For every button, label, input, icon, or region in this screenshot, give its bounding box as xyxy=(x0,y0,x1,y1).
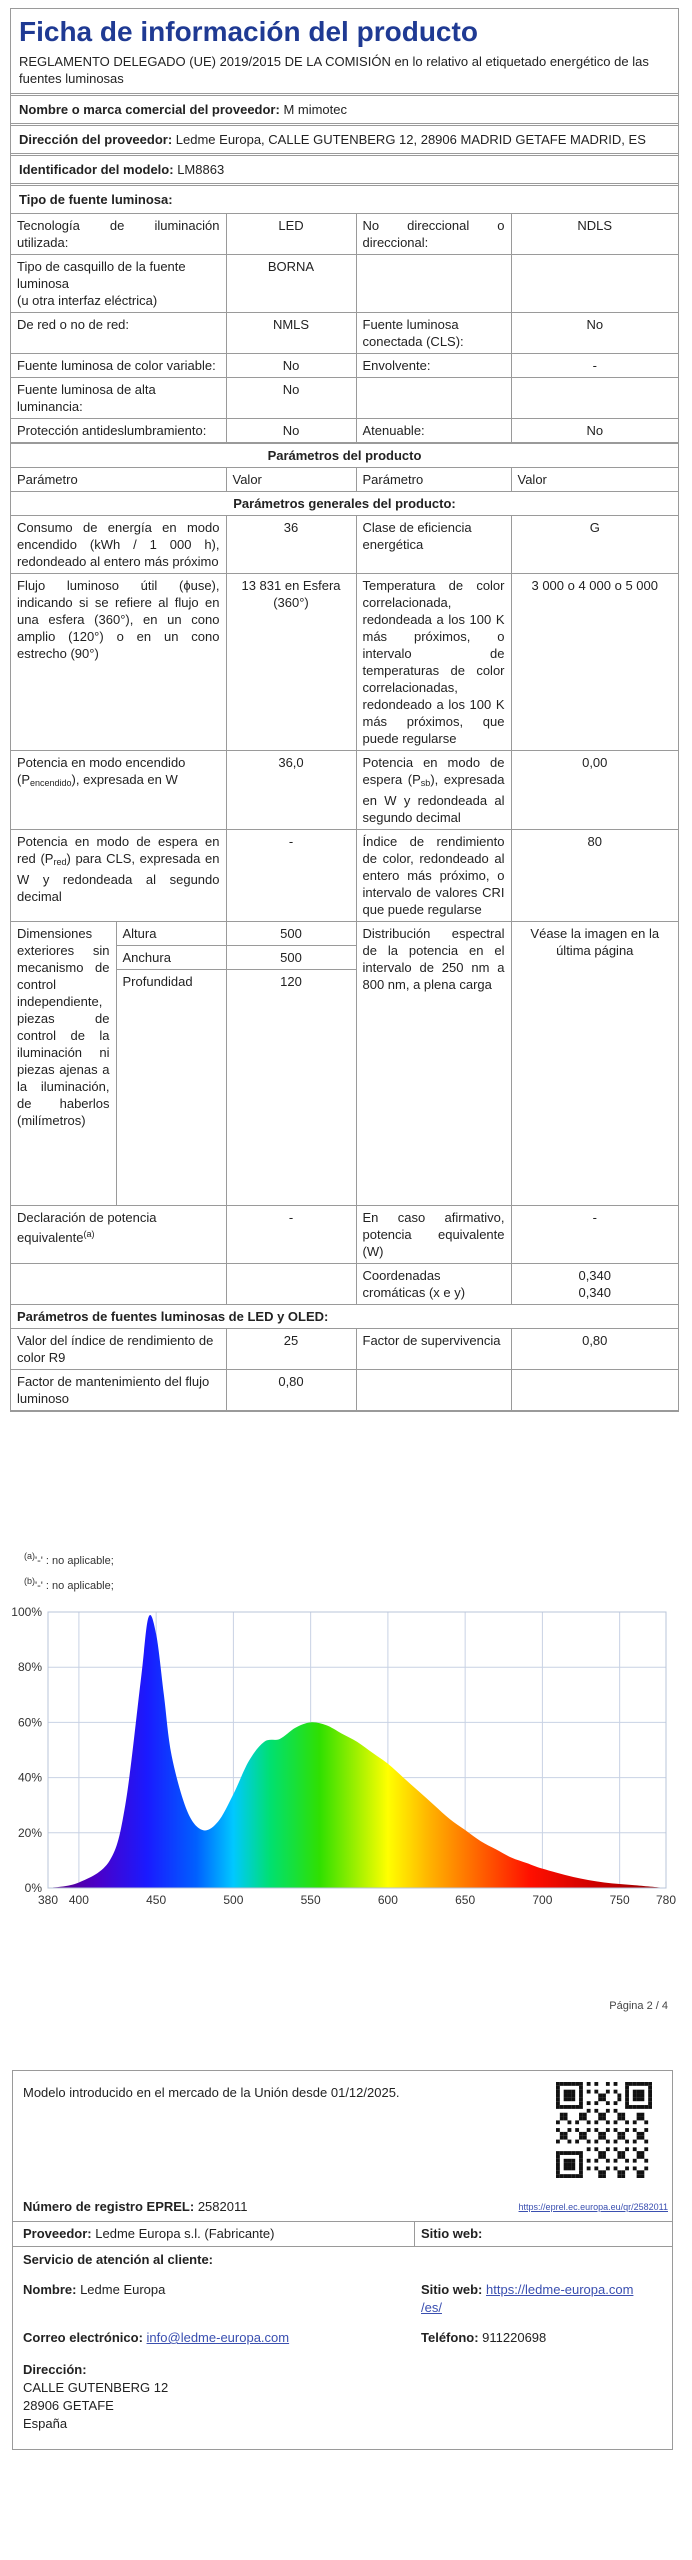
supplier-name-row xyxy=(11,96,678,124)
col-param-header-2: Parámetro xyxy=(356,468,511,492)
x-tick-label: 750 xyxy=(609,1893,630,1907)
website-link-path[interactable]: /es/ xyxy=(421,2300,442,2315)
network-standby-label: Potencia en modo de espera en red $(P_{red})$ para CLS, expresada en W y redondeada al segundo decimal xyxy=(11,830,226,922)
mains-label: De red o no de red: xyxy=(11,313,226,354)
chromaticity-label: Coordenadas cromáticas (x e y) xyxy=(356,1264,511,1305)
equivalent-power-label: Declaración de potencia equivalente$^{(a)}$ xyxy=(11,1206,226,1264)
height-label: Altura xyxy=(116,922,226,946)
type-table xyxy=(11,214,678,443)
luminous-flux-label: Flujo luminoso útil (ϕuse), indicando si se refiere al flujo en una esfera (360°), en un cono amplio (120°) o en un cono estrecho (90°) xyxy=(11,574,226,751)
r9-value: 25 xyxy=(226,1329,356,1370)
supplier-address-row xyxy=(11,126,678,154)
width-label: Anchura xyxy=(116,946,226,970)
x-tick-label: 380 xyxy=(37,1893,59,1907)
page-number: Página 2 / 4 xyxy=(609,2000,668,2012)
survival-factor-value: 0,80 xyxy=(511,1329,678,1370)
supplier-name-value: M mimotec xyxy=(283,102,347,117)
cap-label-cell xyxy=(11,255,226,313)
equivalent-watts-value: - xyxy=(511,1206,678,1264)
address-field: Dirección: CALLE GUTENBERG 12 28906 GETAFE España xyxy=(23,2362,169,2431)
supplier-address-value: Ledme Europa, CALLE GUTENBERG 12, 28906 MADRID GETAFE MADRID, ES xyxy=(175,132,646,147)
y-tick-label: 100% xyxy=(11,1605,42,1619)
luminous-flux-value: 13 831 en Esfera (360°) xyxy=(226,574,356,751)
footnotes xyxy=(24,1546,114,1596)
eprel-number: Número de registro EPREL: 2582011 xyxy=(23,2199,248,2214)
divider xyxy=(414,2221,415,2246)
x-tick-label: 450 xyxy=(146,1893,167,1907)
y-tick-label: 40% xyxy=(17,1770,42,1785)
cap-sublabel: (u otra interfaz eléctrica) xyxy=(17,293,158,308)
cap-label: Tipo de casquillo de la fuente luminosa xyxy=(17,259,186,291)
col-value-header: Valor xyxy=(226,468,356,492)
tech-value: LED xyxy=(226,214,356,255)
x-tick-label: 650 xyxy=(455,1893,476,1907)
maintenance-factor-value: 0,80 xyxy=(226,1370,356,1411)
x-tick-label: 400 xyxy=(68,1893,89,1907)
cls-label: Fuente luminosa conectada (CLS): xyxy=(356,313,511,354)
model-label: Identificador del modelo: xyxy=(19,162,174,177)
footnote-a: $^{(a)}$'-' : no aplicable; xyxy=(24,1551,114,1567)
spectral-distribution-label: Distribución espectral de la potencia en el intervalo de 250 nm a 800 nm, a plena carga xyxy=(356,922,511,1206)
anti-glare-label: Protección antideslumbramiento: xyxy=(11,419,226,443)
height-value: 500 xyxy=(226,922,356,946)
spectral-distribution-chart xyxy=(10,1600,682,1930)
color-variable-label: Fuente luminosa de color variable: xyxy=(11,354,226,378)
color-temp-label: Temperatura de color correlacionada, redondeada a los 100 K más próximos, o intervalo de temperaturas de color correlacionadas, redondeado a los 100 K más próximos, que puede regularse xyxy=(356,574,511,751)
nondir-label: No direccional o direccional: xyxy=(356,214,511,255)
consumption-value: 36 xyxy=(226,516,356,574)
cri-label: Índice de rendimiento de color, redondeado al entero más próximo, o intervalo de valores CRI que puede regularse xyxy=(356,830,511,922)
tech-label: Tecnología de iluminación utilizada: xyxy=(11,214,226,255)
contact-website-field: Sitio web: https://ledme-europa.com /es/ xyxy=(421,2282,634,2315)
chromaticity-value: 0,340 0,340 xyxy=(511,1264,678,1305)
qr-code-icon[interactable] xyxy=(556,2082,652,2178)
y-tick-label: 60% xyxy=(17,1715,42,1730)
y-tick-label: 0% xyxy=(24,1881,42,1895)
eprel-link[interactable]: https://eprel.ec.europa.eu/qr/2582011 xyxy=(518,2202,668,2212)
standby-power-value: 0,00 xyxy=(511,751,678,830)
col-value-header-2: Valor xyxy=(511,468,678,492)
supplier-field: Proveedor: Ledme Europa s.l. (Fabricante) xyxy=(23,2226,275,2241)
website-field: Sitio web: xyxy=(421,2226,483,2241)
y-tick-label: 80% xyxy=(17,1660,42,1675)
supplier-name-label: Nombre o marca comercial del proveedor: xyxy=(19,102,280,117)
width-value: 500 xyxy=(226,946,356,970)
parameters-table xyxy=(11,443,678,1411)
high-luminance-label: Fuente luminosa de alta luminancia: xyxy=(11,378,226,419)
email-link[interactable]: info@ledme-europa.com xyxy=(146,2330,290,2345)
color-variable-value: No xyxy=(226,354,356,378)
cls-value: No xyxy=(511,313,678,354)
maintenance-factor-label: Factor de mantenimiento del flujo luminoso xyxy=(11,1370,226,1411)
anti-glare-value: No xyxy=(226,419,356,443)
eprel-card xyxy=(12,2070,673,2450)
nondir-value: NDLS xyxy=(511,214,678,255)
survival-factor-label: Factor de supervivencia xyxy=(356,1329,511,1370)
cap-value: BORNA xyxy=(226,255,356,313)
customer-service-title: Servicio de atención al cliente: xyxy=(23,2252,214,2267)
general-params-title: Parámetros generales del producto: xyxy=(11,492,678,516)
col-param-header: Parámetro xyxy=(11,468,226,492)
supplier-address-label: Dirección del proveedor: xyxy=(19,132,173,147)
equivalent-watts-label: En caso afirmativo, potencia equivalente (W) xyxy=(356,1206,511,1264)
consumption-label: Consumo de energía en modo encendido (kWh / 1 000 h), redondeado al entero más próximo xyxy=(11,516,226,574)
footnote-b: $^{(b)}$'-' : no aplicable; xyxy=(24,1576,114,1592)
led-params-title: Parámetros de fuentes luminosas de LED y OLED: xyxy=(11,1305,678,1329)
x-tick-label: 550 xyxy=(300,1893,321,1907)
dimmable-value: No xyxy=(511,419,678,443)
parameters-section-title: Parámetros del producto xyxy=(11,444,678,468)
contact-name-field: Nombre: Ledme Europa xyxy=(23,2282,166,2297)
divider xyxy=(13,2246,672,2247)
email-field: Correo electrónico: info@ledme-europa.com xyxy=(23,2330,290,2345)
envelope-label: Envolvente: xyxy=(356,354,511,378)
dimmable-label: Atenuable: xyxy=(356,419,511,443)
energy-class-value: G xyxy=(511,516,678,574)
x-tick-label: 700 xyxy=(532,1893,553,1907)
network-standby-value: - xyxy=(226,830,356,922)
color-temp-value: 3 000 o 4 000 o 5 000 xyxy=(511,574,678,751)
divider xyxy=(13,2221,672,2222)
website-link[interactable]: https://ledme-europa.com xyxy=(486,2282,634,2297)
market-date-text: Modelo introducido en el mercado de la Unión desde 01/12/2025. xyxy=(23,2085,400,2100)
page-title: Ficha de información del producto xyxy=(19,16,478,47)
dimensions-label: Dimensiones exteriores sin mecanismo de control independiente, piezas de control de la iluminación ni piezas ajenas a la iluminación, de haberlos (milímetros) xyxy=(11,922,116,1206)
spectral-distribution-value: Véase la imagen en la última página xyxy=(511,922,678,1206)
x-tick-label: 500 xyxy=(223,1893,244,1907)
y-tick-label: 20% xyxy=(17,1825,42,1840)
depth-value: 120 xyxy=(226,970,356,1206)
x-tick-label: 780 xyxy=(655,1893,677,1907)
model-row xyxy=(11,156,678,184)
r9-label: Valor del índice de rendimiento de color R9 xyxy=(11,1329,226,1370)
x-axis-ticks xyxy=(38,1893,676,1907)
on-mode-power-value: 36,0 xyxy=(226,751,356,830)
phone-field: Teléfono: 911220698 xyxy=(421,2330,547,2345)
light-source-type-label: Tipo de fuente luminosa: xyxy=(19,192,173,207)
x-tick-label: 600 xyxy=(377,1893,398,1907)
energy-class-label: Clase de eficiencia energética xyxy=(356,516,511,574)
model-value: LM8863 xyxy=(177,162,225,177)
product-information-sheet xyxy=(10,8,679,1412)
light-source-type-row xyxy=(11,186,678,214)
on-mode-power-label: Potencia en modo encendido $(P_{encendido})$, expresada en W xyxy=(11,751,226,830)
equivalent-power-value: - xyxy=(226,1206,356,1264)
mains-value: NMLS xyxy=(226,313,356,354)
depth-label: Profundidad xyxy=(116,970,226,1206)
cri-value: 80 xyxy=(511,830,678,922)
high-luminance-value: No xyxy=(226,378,356,419)
y-axis-ticks xyxy=(11,1605,42,1895)
regulation-text: REGLAMENTO DELEGADO (UE) 2019/2015 DE LA COMISIÓN en lo relativo al etiquetado energético de las fuentes luminosas xyxy=(11,51,678,94)
standby-power-label: Potencia en modo de espera $(P_{sb})$, expresada en W y redondeada al segundo decimal xyxy=(356,751,511,830)
envelope-value: - xyxy=(511,354,678,378)
